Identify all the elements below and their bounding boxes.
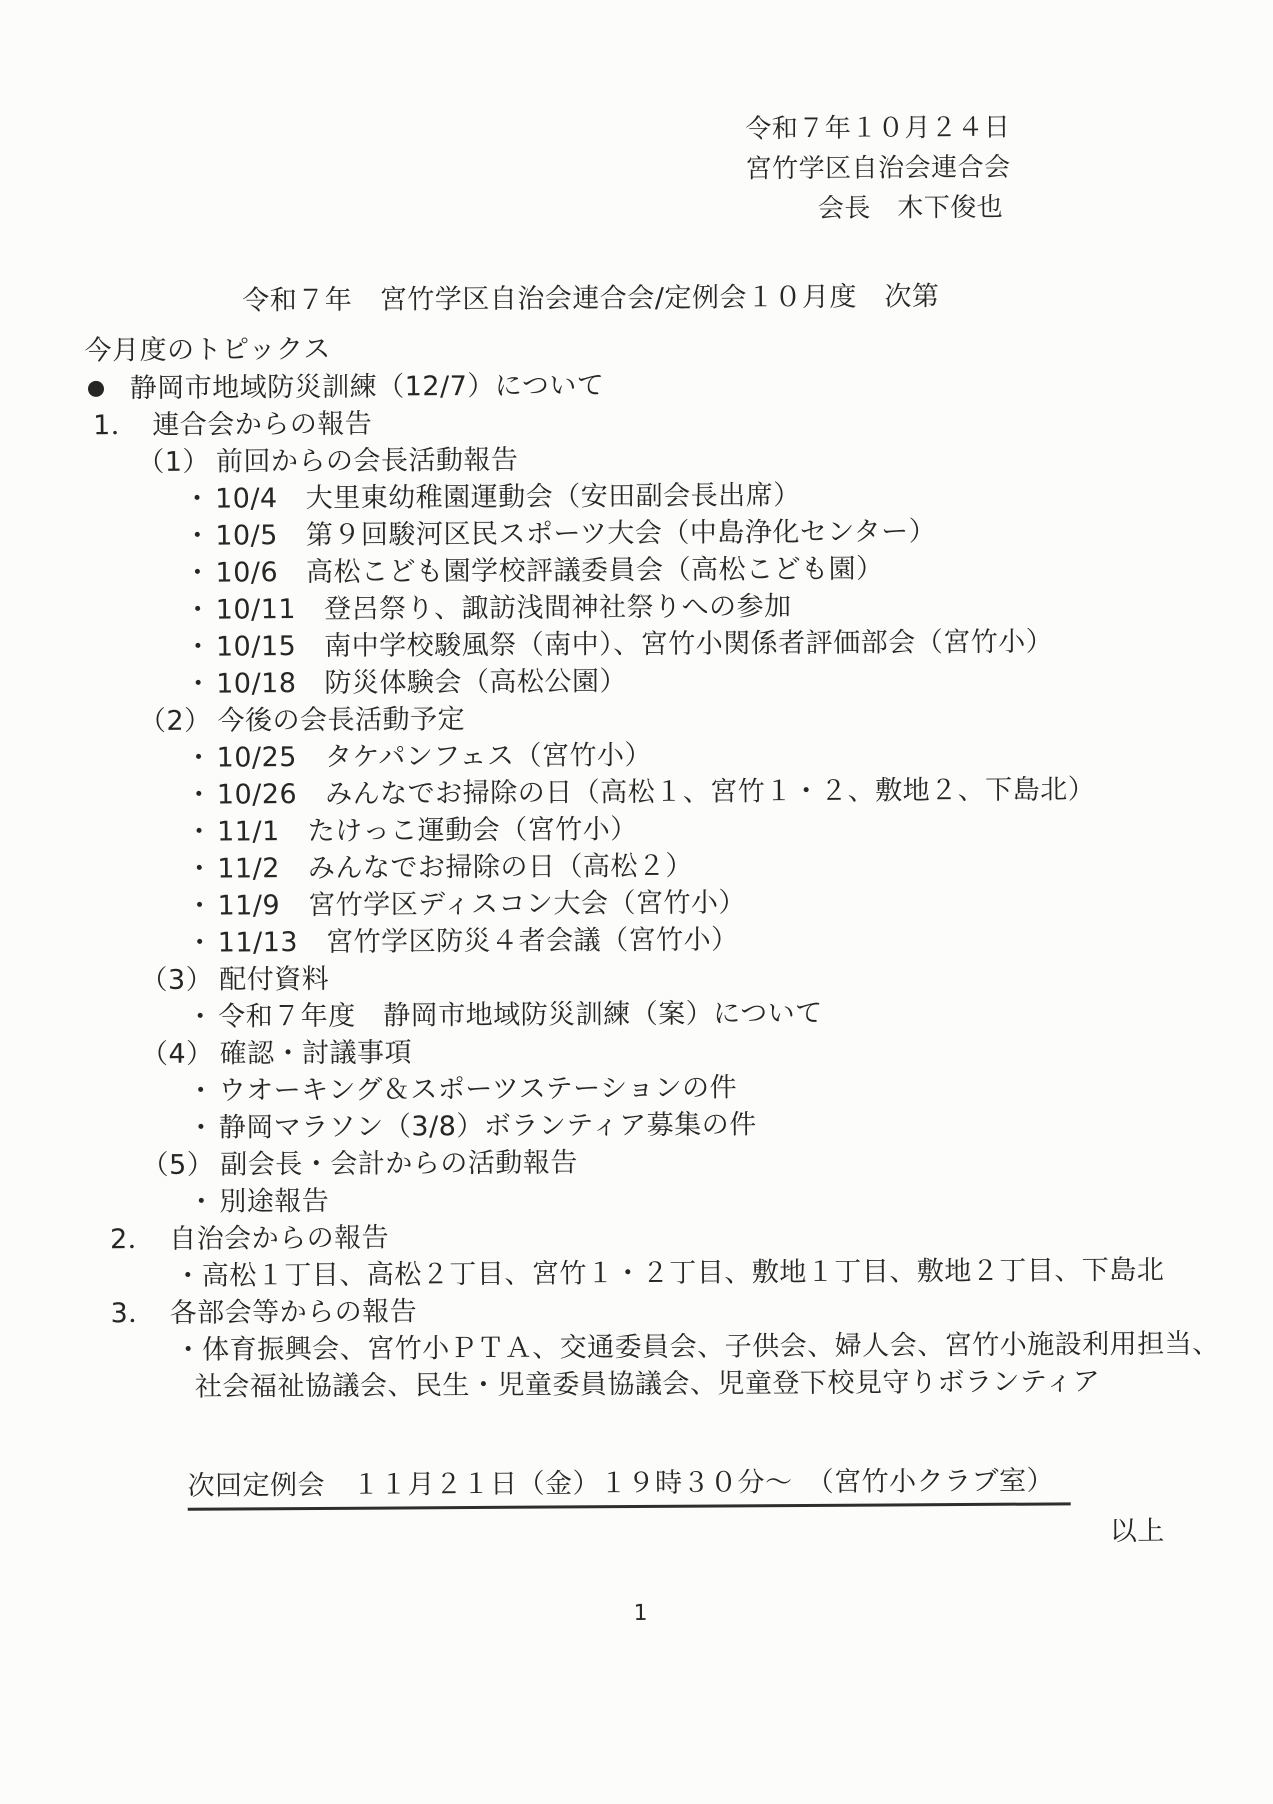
item-date: 10/11 [215, 594, 297, 626]
item-text: 体育振興会、宮竹小ＰＴＡ、交通委員会、子供会、婦人会、宮竹小施設利用担当、 [202, 1328, 1220, 1366]
page-number: 1 [633, 1600, 649, 1627]
item-date: 11/9 [217, 890, 281, 922]
closing-word: 以上 [1109, 1515, 1165, 1548]
dot-bullet-icon: ・ [183, 557, 212, 589]
subsection-label: （5） [141, 1149, 215, 1182]
dot-bullet-icon: ・ [174, 1334, 203, 1366]
section-heading-text: 各部会等からの報告 [169, 1296, 418, 1329]
subsection-heading-text: 今後の会長活動予定 [217, 704, 466, 737]
item-date: 11/1 [216, 816, 280, 848]
item-text: 宮竹学区防災４者会議（宮竹小） [325, 924, 739, 958]
document-header [745, 108, 1011, 230]
dot-bullet-icon: ・ [183, 483, 212, 515]
dot-bullet-icon: ・ [184, 631, 213, 663]
dot-bullet-icon: ・ [184, 594, 212, 626]
dot-bullet-icon: ・ [186, 927, 214, 959]
item-text: 静岡マラソン（3/8）ボランティア募集の件 [218, 1109, 757, 1144]
item-date: 10/6 [215, 557, 279, 589]
subsection-label: （1） [137, 446, 211, 479]
agenda-item-continuation [195, 1362, 1273, 1406]
dot-bullet-icon: ・ [185, 742, 213, 774]
dot-bullet-icon: ・ [183, 520, 212, 552]
agenda-item [175, 1325, 1273, 1369]
topic-text: 静岡市地域防災訓練（12/7）について [129, 370, 605, 405]
next-meeting-text: 次回定例会 １１月２１日（金）１９時３０分～ （宮竹小クラブ室） [187, 1462, 1070, 1510]
organization-name: 宮竹学区自治会連合会 [745, 152, 1011, 185]
item-date: 10/25 [216, 742, 298, 774]
item-text: 第９回駿河区民スポーツ大会（中島浄化センター） [305, 516, 937, 552]
filled-circle-bullet-icon: ● [86, 375, 106, 400]
dot-bullet-icon: ・ [184, 668, 213, 700]
item-text: 大里東幼稚園運動会（安田副会長出席） [305, 479, 801, 515]
dot-bullet-icon: ・ [187, 1112, 215, 1144]
item-text: 登呂祭り、諏訪浅間神社祭りへの参加 [323, 591, 792, 625]
item-text: みんなでお掃除の日（高松１、宮竹１・２、敷地２、下島北） [325, 774, 1096, 810]
next-meeting-notice [187, 1461, 1273, 1511]
chairman-name: 会長 木下俊也 [817, 192, 1004, 224]
dot-bullet-icon: ・ [185, 779, 213, 811]
subsection-label: （2） [138, 705, 212, 738]
item-date: 10/26 [216, 779, 298, 811]
section-heading-text: 自治会からの報告 [169, 1222, 390, 1255]
item-text: 令和７年度 静岡市地域防災訓練（案）について [218, 997, 823, 1033]
dot-bullet-icon: ・ [185, 816, 214, 848]
subsection-heading-text: 副会長・会計からの活動報告 [220, 1147, 578, 1181]
item-date: 11/2 [217, 853, 281, 885]
subsection-heading-text: 確認・討議事項 [219, 1037, 413, 1070]
item-date: 11/13 [217, 927, 299, 959]
dot-bullet-icon: ・ [187, 1075, 215, 1107]
item-text: 南中学校駿風祭（南中）、宮竹小関係者評価部会（宮竹小） [324, 626, 1054, 662]
subsection-heading-text: 前回からの会長活動報告 [215, 444, 519, 478]
item-date: 10/15 [215, 631, 297, 663]
dot-bullet-icon: ・ [185, 853, 214, 885]
page-title: 令和７年 宮竹学区自治会連合会/定例会１０月度 次第 [242, 281, 940, 317]
dot-bullet-icon: ・ [187, 1186, 216, 1218]
subsection-label: （4） [140, 1038, 214, 1071]
item-date: 10/5 [215, 520, 279, 552]
item-text: ウオーキング＆スポーツステーションの件 [218, 1072, 738, 1107]
dot-bullet-icon: ・ [185, 890, 214, 922]
section-number: 1． [92, 410, 139, 442]
document-date: 令和７年１０月２４日 [745, 112, 1011, 145]
item-text: 社会福祉協議会、民生・児童委員協議会、児童登下校見守りボランティア [194, 1366, 1101, 1403]
topics-heading: 今月度のトピックス [84, 333, 331, 367]
item-text: たけっこ運動会（宮竹小） [307, 813, 638, 848]
item-text: 高松こども園学校評議委員会（高松こども園） [306, 553, 884, 589]
section-number: 3． [110, 1297, 156, 1330]
item-date: 10/18 [216, 668, 297, 700]
dot-bullet-icon: ・ [186, 1001, 215, 1033]
item-date: 10/4 [214, 483, 278, 515]
agenda-item [174, 1251, 1273, 1295]
item-text: 別途報告 [219, 1185, 330, 1218]
dot-bullet-icon: ・ [174, 1260, 202, 1292]
item-text: 宮竹学区ディスコン大会（宮竹小） [308, 887, 747, 922]
item-text: みんなでお掃除の日（高松２） [307, 850, 694, 885]
item-text: 高松１丁目、高松２丁目、宮竹１・２丁目、敷地１丁目、敷地２丁目、下島北 [201, 1254, 1165, 1292]
subsection-label: （3） [140, 964, 214, 997]
item-text: 防災体験会（高松公園） [324, 666, 628, 699]
section-heading-text: 連合会からの報告 [152, 408, 373, 441]
subsection-heading-text: 配付資料 [219, 963, 330, 996]
section-number: 2． [109, 1223, 156, 1256]
item-text: タケパンフェス（宮竹小） [324, 739, 653, 773]
